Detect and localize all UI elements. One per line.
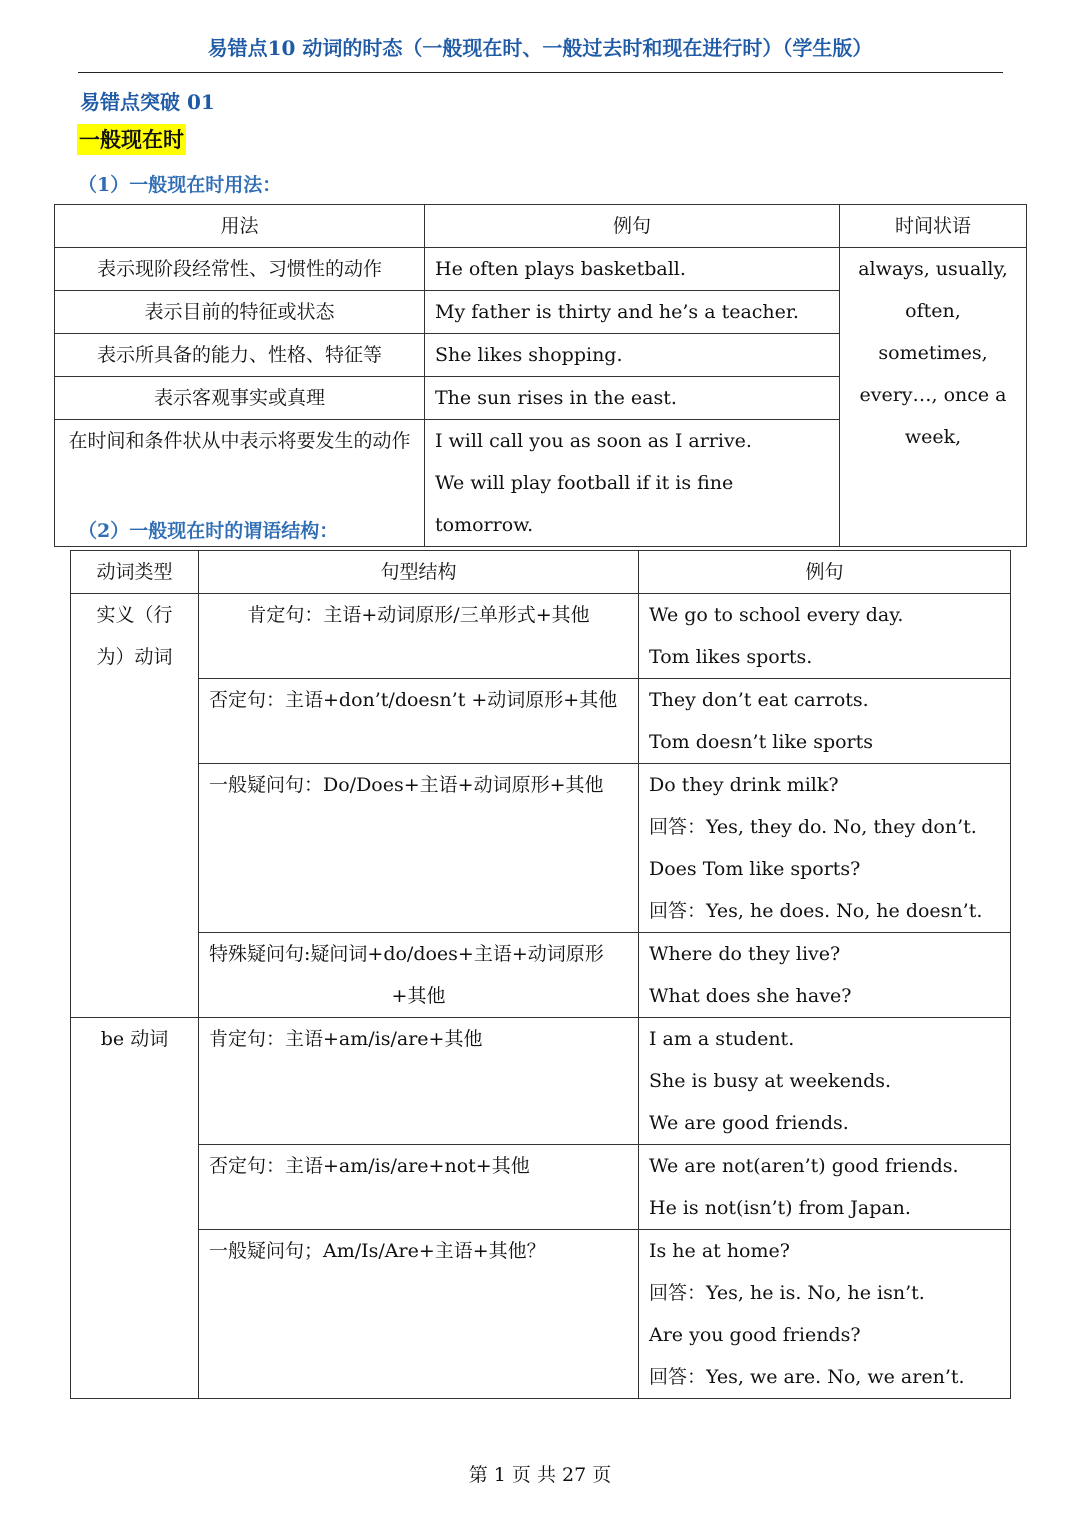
usage-col-header: 用法 (55, 205, 425, 248)
example-line: We are not(aren’t) good friends. (649, 1155, 959, 1177)
verb-type-cell (71, 1018, 199, 1399)
example-cell (425, 420, 840, 547)
usage-cell: 表示现阶段经常性、习惯性的动作 (55, 248, 425, 291)
usage-cell: 表示客观事实或真理 (55, 377, 425, 420)
table-row (71, 1018, 1011, 1145)
usage-table (54, 204, 1027, 547)
example-col-header: 例句 (425, 205, 840, 248)
table-row (71, 679, 1011, 764)
structure-cell: 肯定句：主语+动词原形/三单形式+其他 (199, 594, 639, 679)
example-line: Is he at home? (649, 1240, 790, 1262)
table-row (71, 1145, 1011, 1230)
example-line: She is busy at weekends. (649, 1070, 892, 1092)
example-line: We go to school every day. (649, 604, 904, 626)
examples-cell (639, 764, 1011, 933)
structure-cell: 否定句：主语+don’t/doesn’t +动词原形+其他 (199, 679, 639, 764)
table-row (71, 764, 1011, 933)
examples-cell (639, 933, 1011, 1018)
structure-col-header: 句型结构 (199, 551, 639, 594)
example-line: What does she have? (649, 985, 852, 1007)
part1-heading: （1）一般现在时用法： (78, 174, 282, 196)
examples-cell (639, 1230, 1011, 1399)
adverbials-cell (840, 248, 1027, 547)
structure-table (70, 550, 1011, 1399)
table-row (71, 933, 1011, 1018)
example-cell: The sun rises in the east. (425, 377, 840, 420)
verb-type-line: be 动词 (100, 1028, 169, 1050)
table-row (55, 248, 1027, 291)
example-line: 回答：Yes, we are. No, we aren’t. (649, 1366, 965, 1388)
structure-table-header-row (71, 551, 1011, 594)
example-line: Do they drink milk? (649, 774, 839, 796)
adverbial-line: week, (904, 426, 962, 448)
part2-heading: （2）一般现在时的谓语结构： (78, 520, 339, 542)
example-line: 回答：Yes, he is. No, he isn’t. (649, 1282, 925, 1304)
header-divider (78, 72, 1003, 73)
structure-cell: 肯定句：主语+am/is/are+其他 (199, 1018, 639, 1145)
example-line: Tom doesn’t like sports (649, 731, 874, 753)
example-line: Are you good friends? (649, 1324, 861, 1346)
usage-cell: 在时间和条件状从中表示将要发生的动作 (55, 420, 425, 547)
example-cell: She likes shopping. (425, 334, 840, 377)
structure-line: 特殊疑问句:疑问词+do/does+主语+动词原形 (209, 943, 604, 965)
examples-cell (639, 679, 1011, 764)
example-line: We will play football if it is fine tomorrow. (435, 472, 734, 536)
structure-cell (199, 933, 639, 1018)
examples-cell (639, 594, 1011, 679)
table-row (71, 594, 1011, 679)
section-label: 易错点突破 01 (80, 90, 215, 114)
example-line: I will call you as soon as I arrive. (435, 430, 752, 452)
example-line: Where do they live? (649, 943, 841, 965)
example-line: 回答：Yes, he does. No, he doesn’t. (649, 900, 983, 922)
example-cell: He often plays basketball. (425, 248, 840, 291)
highlighted-topic-title: 一般现在时 (77, 124, 186, 155)
example-line: Does Tom like sports? (649, 858, 861, 880)
structure-cell: 一般疑问句；Am/Is/Are+主语+其他？ (199, 1230, 639, 1399)
verb-type-line: 为）动词 (96, 646, 173, 668)
usage-cell: 表示目前的特征或状态 (55, 291, 425, 334)
table-row (71, 1230, 1011, 1399)
usage-cell: 表示所具备的能力、性格、特征等 (55, 334, 425, 377)
usage-table-header-row (55, 205, 1027, 248)
example-line: Tom likes sports. (649, 646, 813, 668)
example-line: I am a student. (649, 1028, 795, 1050)
example-line: They don’t eat carrots. (649, 689, 869, 711)
page-number-footer: 第 1 页 共 27 页 (468, 1464, 612, 1486)
structure-line: +其他 (391, 985, 446, 1007)
example-line: We are good friends. (649, 1112, 849, 1134)
verb-type-cell (71, 594, 199, 1018)
page-header-title: 易错点10 动词的时态（一般现在时、一般过去时和现在进行时）（学生版） (207, 36, 873, 60)
structure-cell: 否定句：主语+am/is/are+not+其他 (199, 1145, 639, 1230)
verb-type-line: 实义（行 (96, 604, 173, 626)
structure-cell: 一般疑问句：Do/Does+主语+动词原形+其他 (199, 764, 639, 933)
adverbial-line: often, sometimes, (878, 300, 988, 364)
examples-cell (639, 1018, 1011, 1145)
verb-type-col-header: 动词类型 (71, 551, 199, 594)
examples-cell (639, 1145, 1011, 1230)
adverbial-line: every…, once a (859, 384, 1007, 406)
example-line: 回答：Yes, they do. No, they don’t. (649, 816, 977, 838)
example-cell: My father is thirty and he’s a teacher. (425, 291, 840, 334)
example-line: He is not(isn’t) from Japan. (649, 1197, 911, 1219)
adverbial-col-header: 时间状语 (840, 205, 1027, 248)
example-col-header: 例句 (639, 551, 1011, 594)
adverbial-line: always, usually, (858, 258, 1008, 280)
